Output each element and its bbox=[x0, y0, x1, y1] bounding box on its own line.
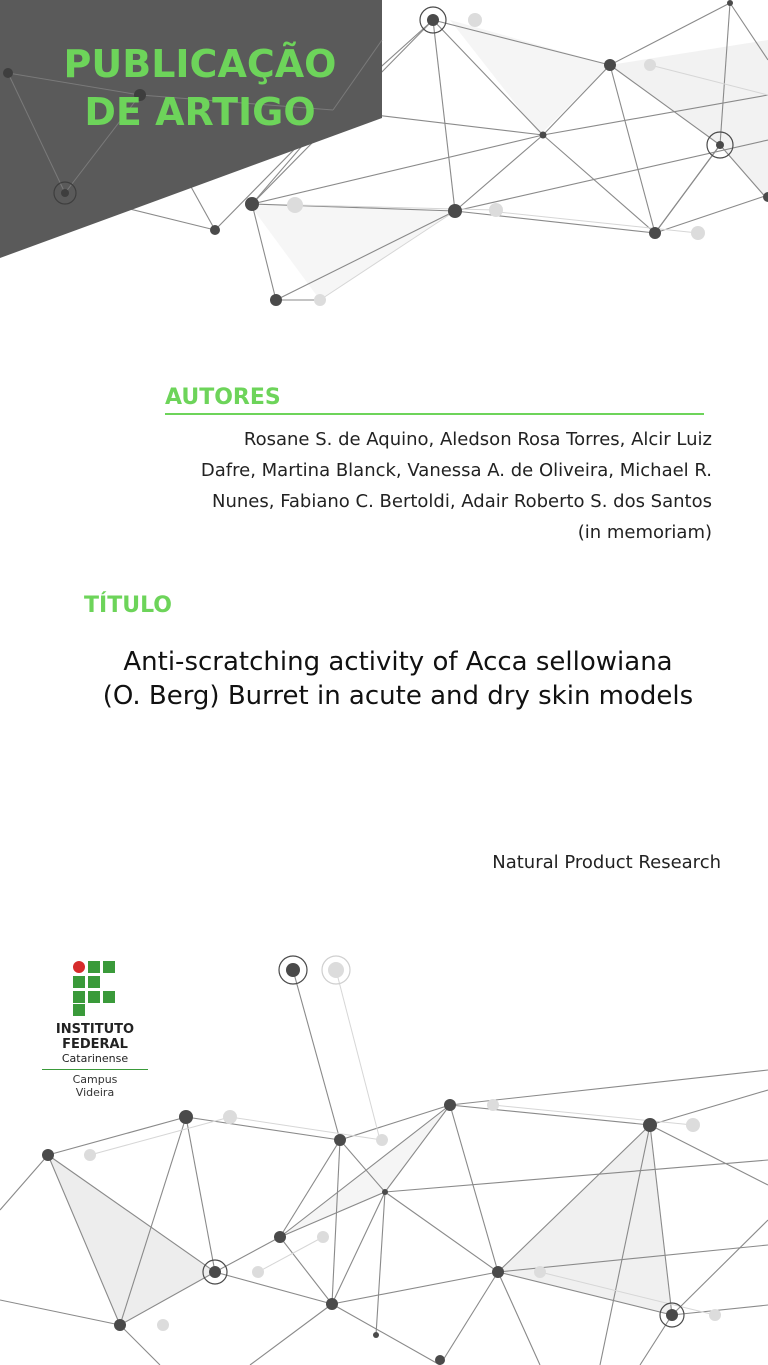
authors-underline bbox=[165, 413, 704, 415]
article-title bbox=[60, 645, 736, 713]
authors-line-1: Rosane S. de Aquino, Aledson Rosa Torres, Alcir Luiz bbox=[243, 429, 712, 450]
authors-list bbox=[150, 424, 712, 548]
journal-name: Natural Product Research bbox=[492, 852, 721, 873]
heading-line-1: PUBLICAÇÃO bbox=[63, 42, 337, 86]
title-label: TÍTULO bbox=[84, 593, 172, 618]
article-title-line-2: (O. Berg) Burret in acute and dry skin models bbox=[102, 681, 694, 711]
logo-line-2: FEDERAL bbox=[62, 1037, 128, 1052]
logo-campus-2: Videira bbox=[75, 1086, 115, 1099]
authors-line-3: Nunes, Fabiano C. Bertoldi, Adair Roberto S. dos Santos bbox=[212, 491, 712, 512]
logo-line-1: INSTITUTO bbox=[55, 1022, 135, 1037]
authors-line-4: (in memoriam) bbox=[577, 522, 712, 543]
heading-line-2: DE ARTIGO bbox=[84, 90, 316, 134]
if-logo-icon bbox=[72, 960, 118, 1016]
page-heading bbox=[30, 40, 370, 136]
institution-logo bbox=[40, 960, 150, 1099]
logo-line-3: Catarinense bbox=[61, 1052, 129, 1065]
authors-line-2: Dafre, Martina Blanck, Vanessa A. de Oliveira, Michael R. bbox=[200, 460, 712, 481]
logo-campus-1: Campus bbox=[72, 1073, 118, 1086]
authors-label: AUTORES bbox=[165, 385, 281, 410]
article-title-line-1: Anti-scratching activity of Acca sellowiana bbox=[123, 647, 673, 677]
logo-divider bbox=[42, 1069, 148, 1070]
